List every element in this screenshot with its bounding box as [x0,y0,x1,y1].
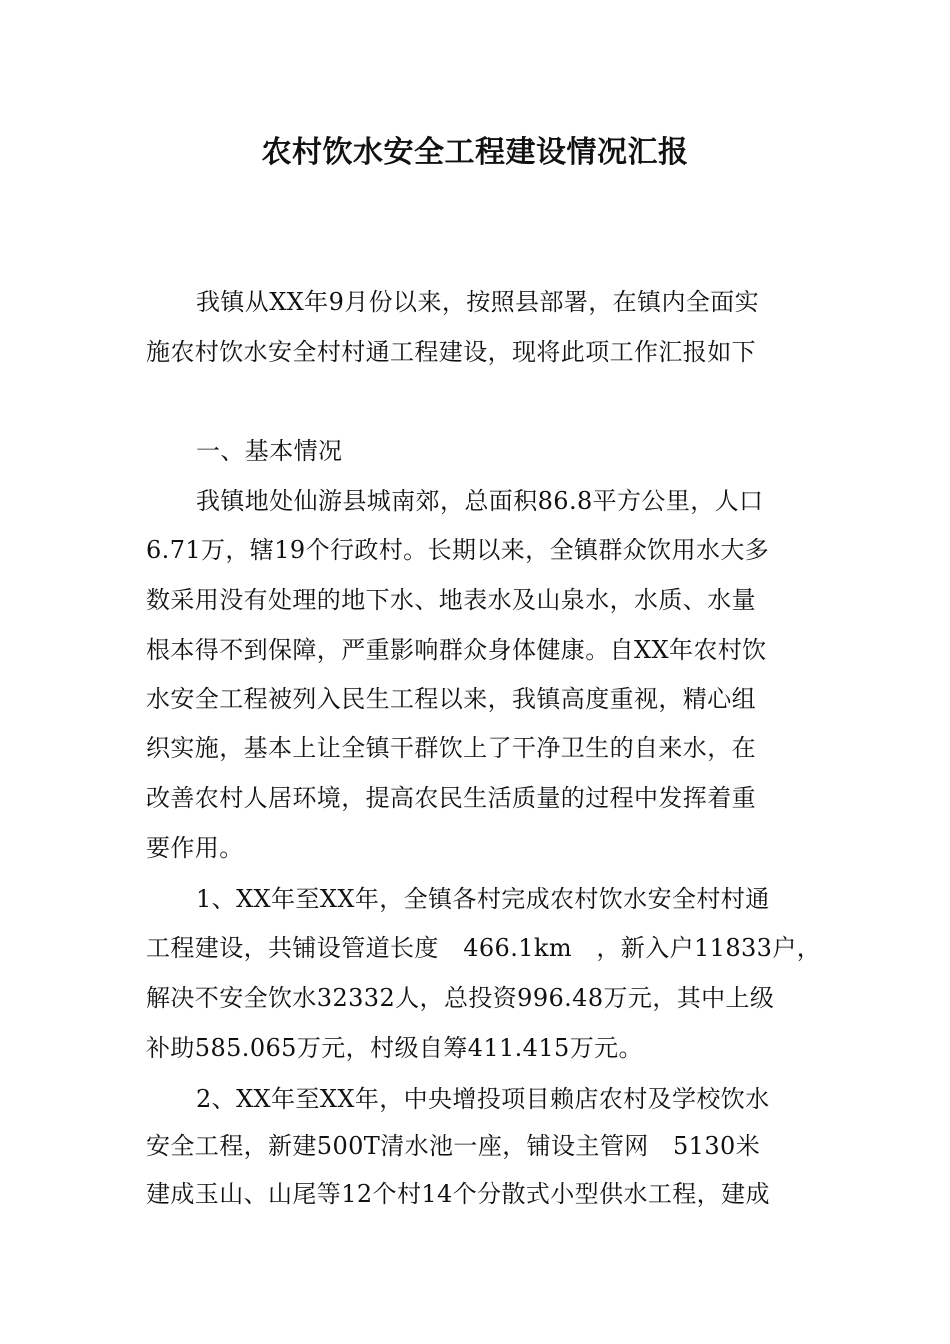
item-2-line: 2、XX年至XX年，中央增投项目赖店农村及学校饮水 [196,1085,770,1113]
item-1-line: 解决不安全饮水32332人，总投资996.48万元，其中上级 [146,984,775,1012]
section-heading-basic-situation: 一、基本情况 [196,437,343,465]
paragraph-line: 根本得不到保障，严重影响群众身体健康。自XX年农村饮 [146,636,767,664]
paragraph-line: 数采用没有处理的地下水、地表水及山泉水，水质、水量 [146,586,756,614]
paragraph-line: 改善农村人居环境，提高农民生活质量的过程中发挥着重 [146,784,756,812]
paragraph-line: 织实施，基本上让全镇干群饮上了干净卫生的自来水，在 [146,734,756,762]
item-2-line: 安全工程，新建500T清水池一座，铺设主管网 5130米 [146,1132,761,1160]
paragraph-line: 水安全工程被列入民生工程以来，我镇高度重视，精心组 [146,685,756,713]
item-1-line: 1、XX年至XX年，全镇各村完成农村饮水安全村村通 [196,885,770,913]
paragraph-line: 6.71万，辖19个行政村。长期以来，全镇群众饮用水大多 [146,536,770,564]
item-1-line: 工程建设，共铺设管道长度 466.1km ，新入户11833户， [146,934,822,962]
intro-line-2: 施农村饮水安全村村通工程建设，现将此项工作汇报如下 [146,338,756,366]
document-title: 农村饮水安全工程建设情况汇报 [261,135,689,170]
intro-line-1: 我镇从XX年9月份以来，按照县部署，在镇内全面实 [196,288,760,316]
item-2-line: 建成玉山、山尾等12个村14个分散式小型供水工程，建成 [146,1180,770,1208]
item-1-line: 补助585.065万元，村级自筹411.415万元。 [146,1034,643,1062]
paragraph-line: 要作用。 [146,834,244,862]
paragraph-line: 我镇地处仙游县城南郊，总面积86.8平方公里，人口 [196,487,764,515]
